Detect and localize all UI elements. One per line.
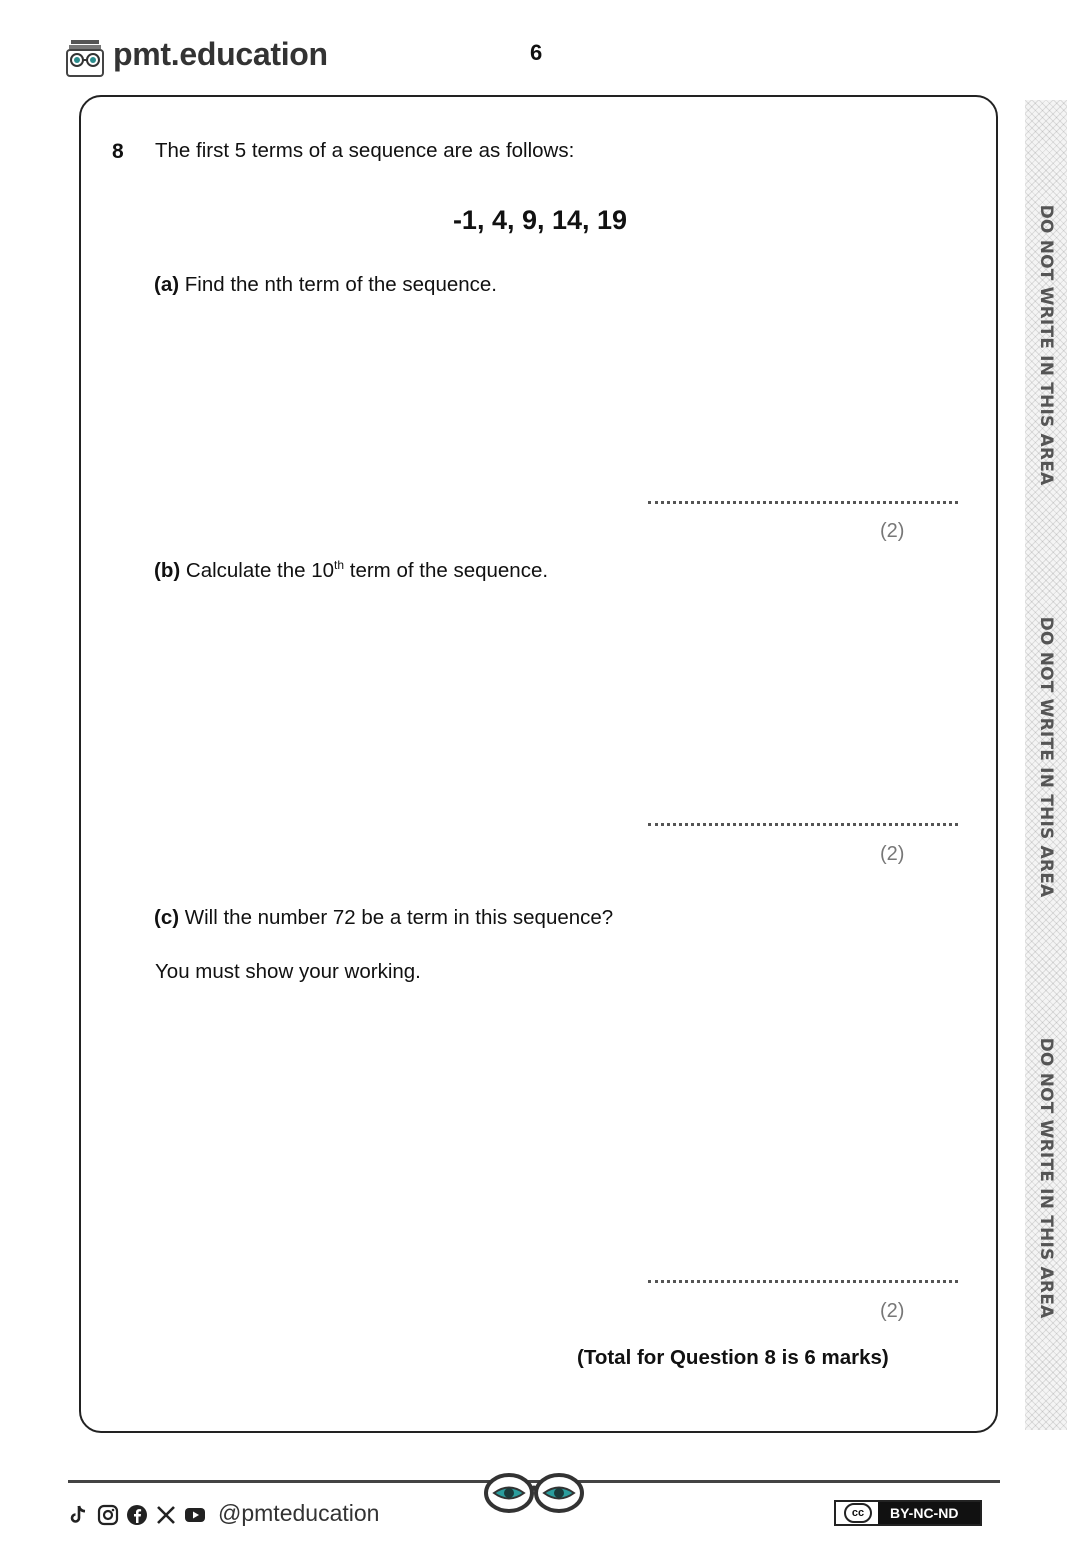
part-c-note: You must show your working. [155, 960, 421, 983]
side-notice-1: DO NOT WRITE IN THIS AREA [1036, 204, 1056, 486]
youtube-icon[interactable] [184, 1504, 206, 1526]
part-a-prompt [154, 273, 497, 297]
cc-icon: cc [844, 1503, 872, 1523]
part-a-answer-line[interactable] [648, 501, 958, 504]
license-badge [834, 1500, 982, 1526]
sequence-terms: -1, 4, 9, 14, 19 [452, 205, 628, 235]
social-icons [68, 1500, 206, 1530]
part-b-superscript: th [334, 558, 345, 572]
part-b-marks: (2) [880, 843, 905, 865]
brand-name: pmt.education [113, 36, 328, 72]
question-total: (Total for Question 8 is 6 marks) [577, 1346, 889, 1369]
part-c-text: Will the number 72 be a term in this sequence? [179, 906, 614, 929]
x-icon[interactable] [155, 1504, 177, 1526]
tiktok-icon[interactable] [68, 1504, 90, 1526]
part-a-text: Find the nth term of the sequence. [179, 273, 498, 296]
part-b-label: (b) [154, 558, 181, 582]
question-number: 8 [112, 140, 124, 163]
part-a-label: (a) [154, 273, 180, 296]
facebook-icon[interactable] [126, 1504, 148, 1526]
part-b-text-after: term of the sequence. [344, 558, 549, 582]
social-handle[interactable]: @pmteducation [218, 1500, 380, 1526]
license-text: BY-NC-ND [878, 1502, 980, 1524]
pmt-logo-icon [66, 38, 104, 78]
part-b-prompt [154, 558, 548, 583]
part-c-marks: (2) [880, 1300, 905, 1322]
side-notice-3: DO NOT WRITE IN THIS AREA [1036, 1037, 1056, 1319]
part-a-marks: (2) [880, 520, 905, 542]
instagram-icon[interactable] [97, 1504, 119, 1526]
part-c-prompt [154, 906, 613, 930]
part-b-text-before: Calculate the 10 [180, 558, 335, 582]
page-number: 6 [530, 40, 543, 65]
glasses-icon [482, 1470, 586, 1516]
part-b-answer-line[interactable] [648, 823, 958, 826]
part-c-answer-line[interactable] [648, 1280, 958, 1283]
question-intro: The first 5 terms of a sequence are as follows: [155, 139, 575, 162]
side-notice-2: DO NOT WRITE IN THIS AREA [1036, 616, 1056, 898]
part-c-label: (c) [154, 906, 180, 929]
